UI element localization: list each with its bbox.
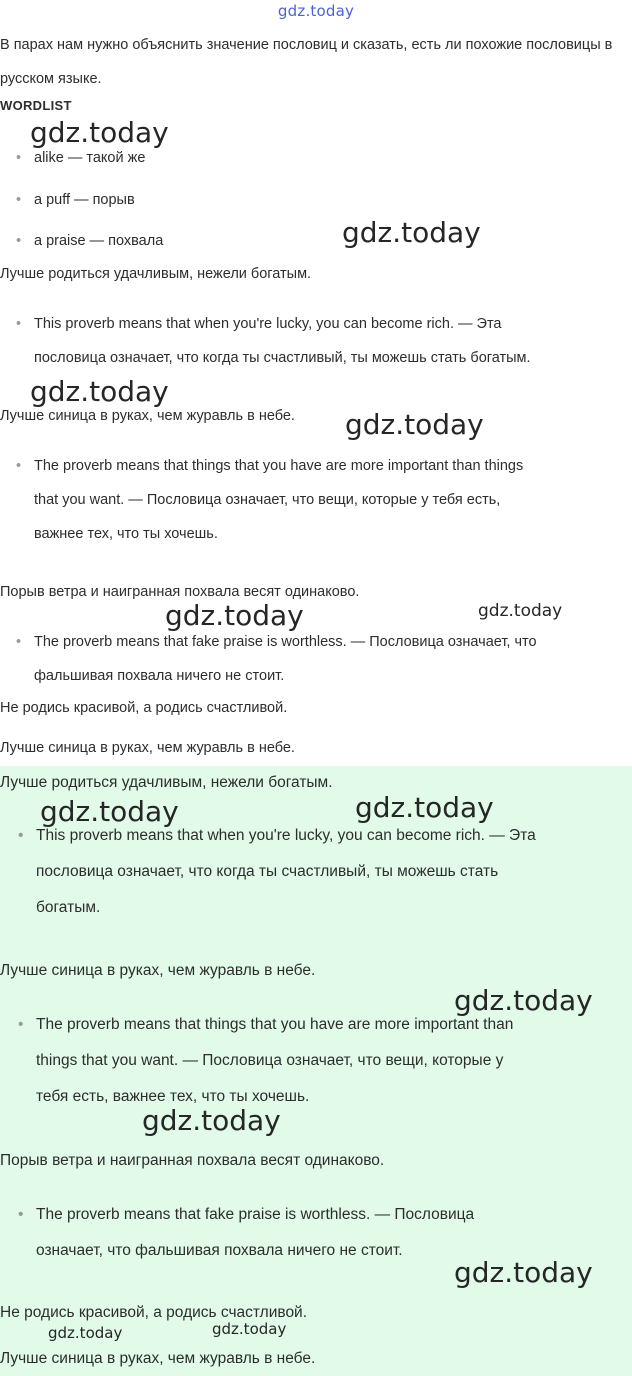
wordlist-item: • alike — такой же bbox=[16, 141, 145, 175]
proverb-explanation: • The proverb means that things that you have are more important than things that you want. — Пословица означает, что вещи, которые у тебя есть, важнее тех, что ты хочешь. bbox=[16, 449, 523, 551]
proverb-heading: Лучше родиться удачливым, нежели богатым. bbox=[0, 774, 333, 791]
watermark: gdz.today bbox=[454, 984, 593, 1017]
proverb-heading: Лучше синица в руках, чем журавль в небе. bbox=[0, 740, 295, 756]
bullet-icon: • bbox=[16, 192, 22, 208]
proverb-heading: Не родись красивой, а родись счастливой. bbox=[0, 1304, 308, 1321]
watermark: gdz.today bbox=[355, 791, 494, 824]
proverb-heading: Не родись красивой, а родись счастливой. bbox=[0, 700, 288, 716]
watermark: gdz.today bbox=[30, 116, 169, 149]
bullet-icon: • bbox=[16, 150, 22, 166]
watermark: gdz.today bbox=[165, 599, 304, 632]
watermark: gdz.today bbox=[142, 1104, 281, 1137]
bullet-icon: • bbox=[18, 1016, 24, 1033]
proverb-heading: Порыв ветра и наигранная похвала весят одинаково. bbox=[0, 584, 360, 600]
intro-text: В парах нам нужно объяснить значение пословиц и сказать, есть ли похожие пословицы в русском языке. bbox=[0, 37, 613, 87]
proverb-heading: Лучше родиться удачливым, нежели богатым. bbox=[0, 266, 312, 282]
proverb-heading: Лучше синица в руках, чем журавль в небе. bbox=[0, 408, 295, 424]
proverb-explanation: • The proverb means that things that you have are more important than things that you want. — Пословица означает, что вещи, которые у тебя есть, важнее тех, что ты хочешь. bbox=[18, 1007, 513, 1115]
proverb-explanation: • This proverb means that when you're lucky, you can become rich. — Эта пословица означает, что когда ты счастливый, ты можешь стать богатым. bbox=[16, 307, 531, 375]
watermark: gdz.today bbox=[212, 1320, 287, 1338]
bullet-icon: • bbox=[16, 634, 22, 650]
proverb-explanation: • The proverb means that fake praise is worthless. — Пословица означает, что фальшивая похвала ничего не стоит. bbox=[16, 625, 537, 693]
proverb-heading: Лучше синица в руках, чем журавль в небе. bbox=[0, 962, 316, 979]
bullet-icon: • bbox=[16, 458, 22, 474]
proverb-explanation: • The proverb means that fake praise is worthless. — Пословица означает, что фальшивая похвала ничего не стоит. bbox=[18, 1197, 474, 1269]
watermark: gdz.today bbox=[40, 795, 179, 828]
watermark: gdz.today bbox=[48, 1324, 123, 1342]
site-logo[interactable]: gdz.today bbox=[277, 2, 355, 20]
watermark: gdz.today bbox=[345, 408, 484, 441]
watermark: gdz.today bbox=[30, 375, 169, 408]
bullet-icon: • bbox=[18, 827, 24, 844]
bullet-icon: • bbox=[18, 1206, 24, 1223]
wordlist-item: • a puff — порыв bbox=[16, 183, 135, 217]
watermark: gdz.today bbox=[478, 601, 563, 621]
proverb-explanation: • This proverb means that when you're lucky, you can become rich. — Эта пословица означает, что когда ты счастливый, ты можешь стать богатым. bbox=[18, 818, 536, 926]
bullet-icon: • bbox=[16, 316, 22, 332]
watermark: gdz.today bbox=[342, 216, 481, 249]
proverb-heading: Лучше синица в руках, чем журавль в небе. bbox=[0, 1350, 316, 1367]
proverb-heading: Порыв ветра и наигранная похвала весят одинаково. bbox=[0, 1152, 385, 1169]
wordlist-heading: WORDLIST bbox=[0, 98, 72, 113]
wordlist-item: • a praise — похвала bbox=[16, 224, 163, 258]
watermark: gdz.today bbox=[454, 1256, 593, 1289]
bullet-icon: • bbox=[16, 233, 22, 249]
